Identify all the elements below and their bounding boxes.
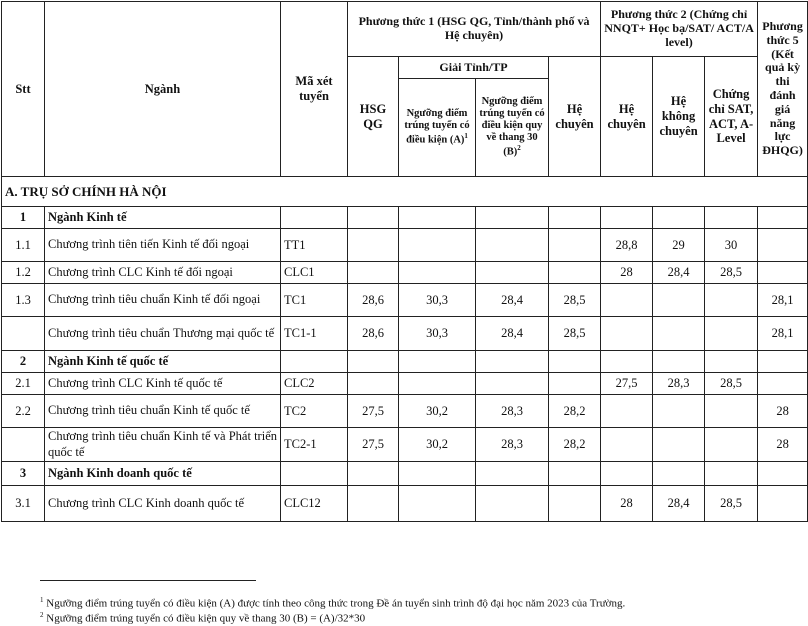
row-pt2-he-khong-chuyen: 28,4 <box>653 486 705 522</box>
row-pt2-he-khong-chuyen: 28,3 <box>653 373 705 395</box>
row-hsg-qg: 28,6 <box>348 317 399 351</box>
row-pt2-chung-chi <box>705 284 758 317</box>
row-code: CLC2 <box>281 373 348 395</box>
row-hsg-qg <box>348 262 399 284</box>
row-pt5: 28,1 <box>758 284 808 317</box>
header-hsg-qg: HSG QG <box>348 57 399 177</box>
row-stt: 1.3 <box>2 284 45 317</box>
header-phuong-thuc-5: Phương thức 5 (Kết quả kỳ thi đánh giá năng lực ĐHQG) <box>758 2 808 177</box>
row-pt1-he-chuyen <box>549 373 601 395</box>
row-pt5 <box>758 229 808 262</box>
row-nguong-a: 30,3 <box>399 317 476 351</box>
header-phuong-thuc-2: Phương thức 2 (Chứng chỉ NNQT+ Học bạ/SAT/ ACT/A level) <box>601 2 758 57</box>
row-program-name: Chương trình CLC Kinh doanh quốc tế <box>45 486 281 522</box>
row-pt1-he-chuyen <box>549 229 601 262</box>
row-pt2-chung-chi <box>705 317 758 351</box>
row-stt <box>2 428 45 462</box>
row-pt1-he-chuyen: 28,5 <box>549 317 601 351</box>
row-pt2-he-khong-chuyen <box>653 395 705 428</box>
header-stt: Stt <box>2 2 45 177</box>
row-pt2-chung-chi: 28,5 <box>705 262 758 284</box>
header-nganh: Ngành <box>45 2 281 177</box>
row-code: TC2 <box>281 395 348 428</box>
row-nguong-a: 30,2 <box>399 428 476 462</box>
admission-score-table <box>1 1 808 522</box>
row-stt <box>2 317 45 351</box>
row-stt: 3.1 <box>2 486 45 522</box>
row-pt2-he-chuyen: 28 <box>601 486 653 522</box>
row-nguong-a <box>399 229 476 262</box>
row-program-name: Chương trình CLC Kinh tế đối ngoại <box>45 262 281 284</box>
row-pt2-he-chuyen <box>601 317 653 351</box>
header-giai-tinh-tp: Giải Tỉnh/TP <box>399 57 549 79</box>
footnote-1: $^1$ Ngưỡng điểm trúng tuyển có điều kiện (A) được tính theo công thức trong Đề án tuyển sinh trình độ đại học năm 2023 của Trường. <box>40 596 626 610</box>
header-nguong-a: Ngưỡng điểm trúng tuyển có điều kiện $(A)^1$ <box>399 79 476 177</box>
group-name: Ngành Kinh tế <box>45 207 281 229</box>
row-hsg-qg: 28,6 <box>348 284 399 317</box>
row-pt2-chung-chi <box>705 395 758 428</box>
row-pt2-chung-chi <box>705 428 758 462</box>
row-pt2-he-chuyen: 28,8 <box>601 229 653 262</box>
row-hsg-qg: 27,5 <box>348 428 399 462</box>
row-nguong-a <box>399 486 476 522</box>
section-title: A. TRỤ SỞ CHÍNH HÀ NỘI <box>2 177 808 207</box>
row-code: TC2-1 <box>281 428 348 462</box>
header-ma-xet-tuyen: Mã xét tuyển <box>281 2 348 177</box>
row-pt2-chung-chi: 30 <box>705 229 758 262</box>
row-stt: 1.1 <box>2 229 45 262</box>
row-code: TT1 <box>281 229 348 262</box>
group-name: Ngành Kinh doanh quốc tế <box>45 462 281 486</box>
row-stt: 1.2 <box>2 262 45 284</box>
row-nguong-b <box>476 262 549 284</box>
table-row <box>2 262 808 284</box>
header-pt2-he-chuyen: Hệ chuyên <box>601 57 653 177</box>
row-program-name: Chương trình tiêu chuẩn Kinh tế quốc tế <box>45 395 281 428</box>
row-pt2-chung-chi: 28,5 <box>705 486 758 522</box>
row-hsg-qg: 27,5 <box>348 395 399 428</box>
row-pt5 <box>758 373 808 395</box>
row-nguong-a <box>399 262 476 284</box>
row-pt5 <box>758 486 808 522</box>
row-program-name: Chương trình tiên tiến Kinh tế đối ngoại <box>45 229 281 262</box>
row-nguong-b <box>476 373 549 395</box>
header-phuong-thuc-1: Phương thức 1 (HSG QG, Tỉnh/thành phố và Hệ chuyên) <box>348 2 601 57</box>
table-row <box>2 395 808 428</box>
header-pt1-he-chuyen: Hệ chuyên <box>549 57 601 177</box>
group-stt: 1 <box>2 207 45 229</box>
row-code: TC1 <box>281 284 348 317</box>
row-pt5 <box>758 262 808 284</box>
row-code: CLC12 <box>281 486 348 522</box>
row-pt2-he-chuyen <box>601 284 653 317</box>
group-name: Ngành Kinh tế quốc tế <box>45 351 281 373</box>
row-program-name: Chương trình CLC Kinh tế quốc tế <box>45 373 281 395</box>
row-pt5: 28 <box>758 395 808 428</box>
row-pt1-he-chuyen: 28,2 <box>549 428 601 462</box>
row-hsg-qg <box>348 229 399 262</box>
row-pt5: 28,1 <box>758 317 808 351</box>
row-code: TC1-1 <box>281 317 348 351</box>
row-pt2-he-chuyen: 28 <box>601 262 653 284</box>
row-pt1-he-chuyen <box>549 486 601 522</box>
row-pt2-he-chuyen <box>601 428 653 462</box>
row-nguong-b: 28,4 <box>476 317 549 351</box>
group-stt: 3 <box>2 462 45 486</box>
row-pt2-he-khong-chuyen: 28,4 <box>653 262 705 284</box>
row-program-name: Chương trình tiêu chuẩn Kinh tế và Phát triển quốc tế <box>45 428 281 462</box>
row-nguong-b: 28,4 <box>476 284 549 317</box>
row-hsg-qg <box>348 486 399 522</box>
row-nguong-b <box>476 486 549 522</box>
table-row <box>2 428 808 462</box>
header-pt2-chung-chi: Chứng chỉ SAT, ACT, A-Level <box>705 57 758 177</box>
row-pt1-he-chuyen: 28,2 <box>549 395 601 428</box>
row-nguong-b: 28,3 <box>476 428 549 462</box>
header-pt2-he-khong-chuyen: Hệ không chuyên <box>653 57 705 177</box>
table-row <box>2 229 808 262</box>
table-row <box>2 284 808 317</box>
row-nguong-b: 28,3 <box>476 395 549 428</box>
table-row <box>2 486 808 522</box>
group-stt: 2 <box>2 351 45 373</box>
row-hsg-qg <box>348 373 399 395</box>
row-code: CLC1 <box>281 262 348 284</box>
row-pt1-he-chuyen: 28,5 <box>549 284 601 317</box>
header-nguong-b: Ngưỡng điểm trúng tuyển có điều kiện quy về thang 30 $(B)^2$ <box>476 79 549 177</box>
row-nguong-a: 30,3 <box>399 284 476 317</box>
footnote-2: $^2$ Ngưỡng điểm trúng tuyển có điều kiện quy về thang 30 (B) = (A)/32*30 <box>40 611 366 625</box>
row-nguong-a <box>399 373 476 395</box>
row-pt2-he-khong-chuyen <box>653 284 705 317</box>
row-pt1-he-chuyen <box>549 262 601 284</box>
row-program-name: Chương trình tiêu chuẩn Kinh tế đối ngoại <box>45 284 281 317</box>
row-pt2-he-khong-chuyen <box>653 317 705 351</box>
row-nguong-b <box>476 229 549 262</box>
row-program-name: Chương trình tiêu chuẩn Thương mại quốc tế <box>45 317 281 351</box>
footnote-divider <box>40 580 256 581</box>
row-pt2-he-chuyen: 27,5 <box>601 373 653 395</box>
row-stt: 2.1 <box>2 373 45 395</box>
row-nguong-a: 30,2 <box>399 395 476 428</box>
row-pt2-he-chuyen <box>601 395 653 428</box>
row-stt: 2.2 <box>2 395 45 428</box>
row-pt5: 28 <box>758 428 808 462</box>
table-row <box>2 317 808 351</box>
table-row <box>2 373 808 395</box>
row-pt2-he-khong-chuyen <box>653 428 705 462</box>
row-pt2-he-khong-chuyen: 29 <box>653 229 705 262</box>
row-pt2-chung-chi: 28,5 <box>705 373 758 395</box>
